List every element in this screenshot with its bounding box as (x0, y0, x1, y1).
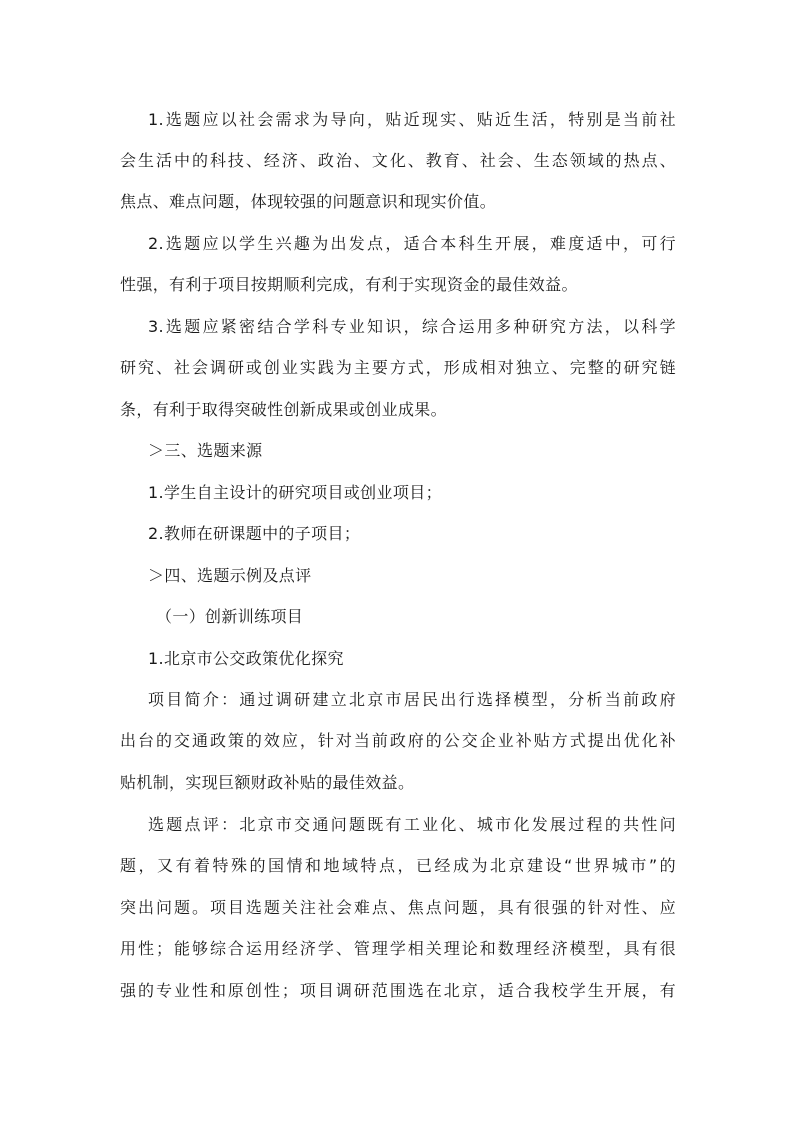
paragraph-line: 出台的交通政策的效应，针对当前政府的公交企业补贴方式提出优化补 (120, 731, 676, 750)
paragraph-line: 焦点、难点问题，体现较强的问题意识和现实价值。 (120, 192, 497, 211)
paragraph-line: 2.选题应以学生兴趣为出发点，适合本科生开展，难度适中，可行 (148, 234, 676, 253)
paragraph-line: 1.选题应以社会需求为导向，贴近现实、贴近生活，特别是当前社 (148, 110, 676, 129)
example-title: 1.北京市公交政策优化探究 (148, 649, 344, 668)
paragraph-line: 条，有利于取得突破性创新成果或创业成果。 (120, 400, 448, 419)
list-item: 2.教师在研课题中的子项目； (148, 524, 361, 543)
paragraph-line: 3.选题应紧密结合学科专业知识，综合运用多种研究方法，以科学 (148, 317, 676, 336)
paragraph-line: 性强，有利于项目按期顺利完成，有利于实现资金的最佳效益。 (120, 275, 578, 294)
paragraph-line: 用性；能够综合运用经济学、管理学相关理论和数理经济模型，具有很 (120, 939, 676, 958)
list-item: 1.学生自主设计的研究项目或创业项目； (148, 483, 442, 502)
subsection-heading: （一）创新训练项目 (156, 607, 304, 626)
paragraph-line: 研究、社会调研或创业实践为主要方式，形成相对独立、完整的研究链 (120, 358, 676, 377)
section-heading: ＞四、选题示例及点评 (148, 566, 312, 585)
paragraph-line: 项目简介：通过调研建立北京市居民出行选择模型，分析当前政府 (148, 690, 676, 709)
paragraph-line: 强的专业性和原创性；项目调研范围选在北京，适合我校学生开展，有 (120, 981, 676, 1000)
paragraph-line: 选题点评：北京市交通问题既有工业化、城市化发展过程的共性问 (148, 815, 676, 834)
paragraph-line: 突出问题。项目选题关注社会难点、焦点问题，具有很强的针对性、应 (120, 898, 676, 917)
paragraph-line: 题，又有着特殊的国情和地域特点，已经成为北京建设“世界城市”的 (120, 856, 676, 875)
paragraph-line: 会生活中的科技、经济、政治、文化、教育、社会、生态领域的热点、 (120, 151, 676, 170)
paragraph-line: 贴机制，实现巨额财政补贴的最佳效益。 (120, 773, 415, 792)
section-heading: ＞三、选题来源 (148, 441, 263, 460)
